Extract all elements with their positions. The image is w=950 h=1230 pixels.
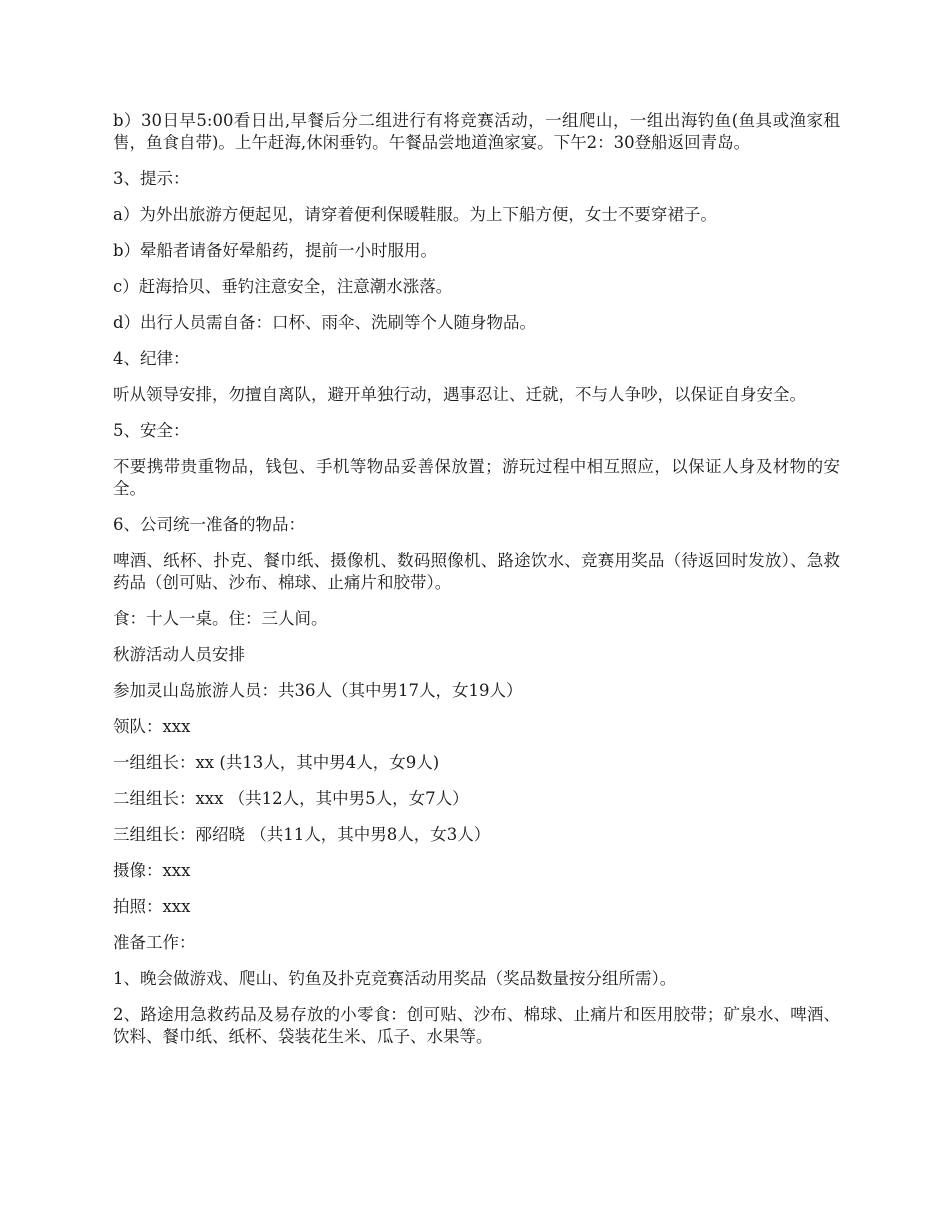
- heading-discipline: 4、纪律：: [113, 349, 190, 368]
- paragraph-prep-prizes: 1、晚会做游戏、爬山、钓鱼及扑克竞赛活动用奖品（奖品数量按分组所需）。: [113, 969, 677, 988]
- paragraph-video: 摄像：xxx: [113, 861, 191, 880]
- paragraph-participants: 参加灵山岛旅游人员：共36人（其中男17人，女19人）: [113, 681, 523, 700]
- paragraph-group2-leader: 二组组长：xxx （共12人，其中男5人，女7人）: [113, 789, 469, 808]
- paragraph-prep-supplies: 2、路途用急救药品及易存放的小零食：创可贴、沙布、棉球、止痛片和医用胶带；矿泉水、啤酒、饮料、餐巾纸、纸杯、袋装花生米、瓜子、水果等。: [113, 1005, 840, 1046]
- paragraph-group1-leader: 一组组长：xx (共13人，其中男4人，女9人): [113, 753, 440, 772]
- paragraph-group3-leader: 三组组长：邴绍晓 （共11人，其中男8人，女3人）: [113, 825, 491, 844]
- heading-staff-arrangement: 秋游活动人员安排: [113, 645, 245, 664]
- paragraph-tip-safety: c）赶海拾贝、垂钓注意安全，注意潮水涨落。: [113, 277, 453, 296]
- paragraph-tip-seasickness: b）晕船者请备好晕船药，提前一小时服用。: [113, 241, 438, 260]
- paragraph-tip-clothing: a）为外出旅游方便起见，请穿着便利保暖鞋服。为上下船方便，女士不要穿裙子。: [113, 205, 717, 224]
- heading-preparation: 准备工作：: [113, 933, 196, 952]
- paragraph-photo: 拍照：xxx: [113, 897, 191, 916]
- paragraph-day2-schedule: b）30日早5:00看日出,早餐后分二组进行有将竞赛活动，一组爬山，一组出海钓鱼(鱼具或渔家租售，鱼食自带)。上午赶海,休闲垂钓。午餐品尝地道渔家宴。下午2：30登船返回青岛。: [113, 111, 840, 152]
- paragraph-food-lodging: 食：十人一桌。住：三人间。: [113, 609, 328, 628]
- paragraph-team-leader: 领队：xxx: [113, 717, 191, 736]
- heading-company-supplies: 6、公司统一准备的物品：: [113, 515, 305, 534]
- heading-safety: 5、安全：: [113, 421, 190, 440]
- paragraph-tip-personal-items: d）出行人员需自备：口杯、雨伞、洗刷等个人随身物品。: [113, 313, 537, 332]
- paragraph-company-supplies: 啤酒、纸杯、扑克、餐巾纸、摄像机、数码照像机、路途饮水、竞赛用奖品（待返回时发放）、急救药品（创可贴、沙布、棉球、止痛片和胶带）。: [113, 551, 840, 592]
- paragraph-safety: 不要携带贵重物品，钱包、手机等物品妥善保放置；游玩过程中相互照应，以保证人身及材物的安全。: [113, 457, 840, 498]
- heading-tips: 3、提示：: [113, 169, 190, 188]
- paragraph-discipline: 听从领导安排，勿擅自离队，避开单独行动，遇事忍让、迁就，不与人争吵，以保证自身安全。: [113, 385, 806, 404]
